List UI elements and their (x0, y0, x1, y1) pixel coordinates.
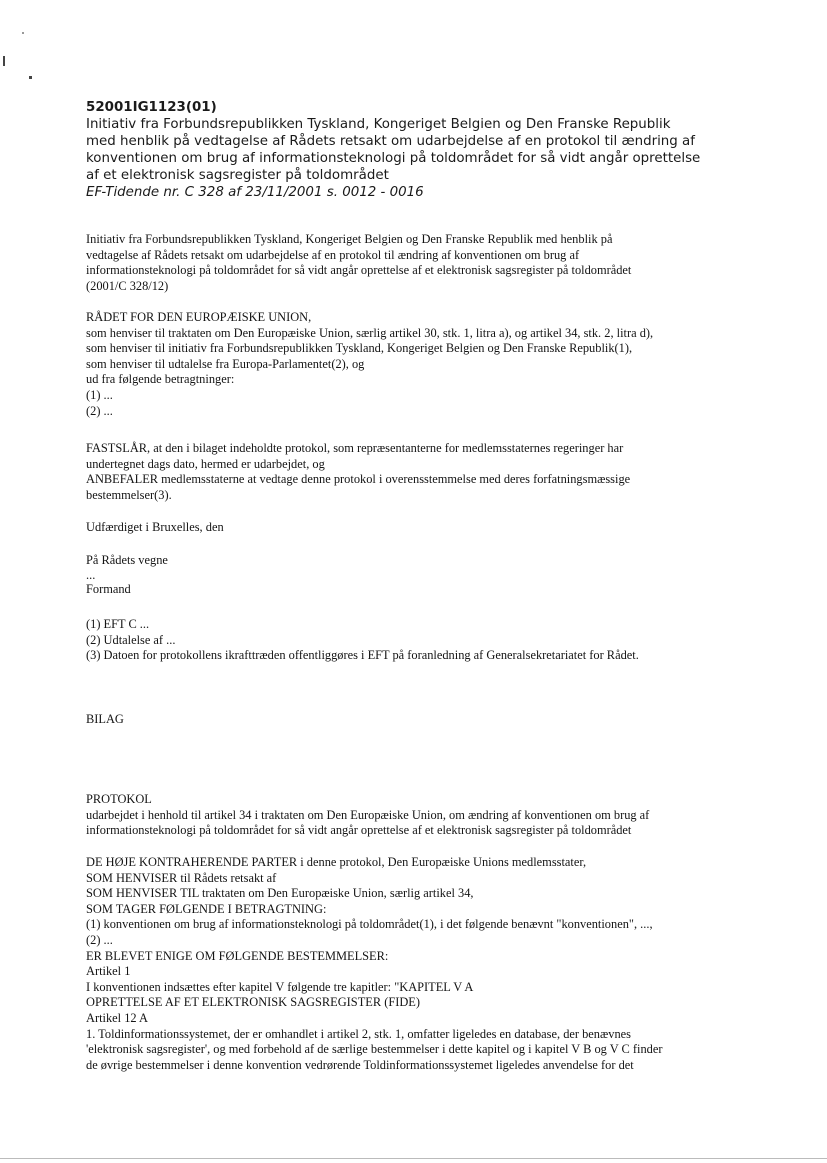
protocol-line: I konventionen indsættes efter kapitel V følgende tre kapitler: "KAPITEL V A (86, 979, 474, 994)
protocol-heading (86, 792, 746, 839)
decision-line: ANBEFALER medlemsstaterne at vedtage denne protokol i overensstemmelse med deres forfatningsmæssige (86, 472, 631, 487)
footnote-line: (1) EFT C ... (86, 617, 150, 631)
document-header (86, 99, 786, 201)
decision-line: bestemmelser(3). (86, 487, 172, 502)
signing-place (86, 520, 746, 536)
intro-line: informationsteknologi på toldområdet for så vidt angår oprettelse af et elektronisk sagsregister på toldområdet (86, 263, 632, 278)
annex-label (86, 712, 746, 728)
annex-label-text: BILAG (86, 712, 124, 726)
signing-role: Formand (86, 581, 131, 596)
protocol-line: 'elektronisk sagsregister', og med forbehold af de særlige bestemmelser i dette kapitel og i kapitel V B og V C finder (86, 1042, 663, 1057)
protocol-line: DE HØJE KONTRAHERENDE PARTER i denne protokol, Den Europæiske Unions medlemsstater, (86, 855, 587, 869)
page-bottom-edge (0, 1158, 827, 1159)
journal-reference: EF-Tidende nr. C 328 af 23/11/2001 s. 0012 - 0016 (86, 185, 424, 200)
protocol-line: Artikel 1 (86, 964, 131, 979)
decision-line: FASTSLÅR, at den i bilaget indeholdte protokol, som repræsentanterne for medlemsstaternes regeringer har (86, 441, 624, 455)
preamble-line: som henviser til traktaten om Den Europæiske Union, særlig artikel 30, stk. 1, litra a), og artikel 34, stk. 2, litra d), (86, 325, 654, 340)
document-code: 52001IG1123(01) (86, 100, 217, 115)
intro-line: Initiativ fra Forbundsrepublikken Tyskland, Kongeriget Belgien og Den Franske Republik med henblik på (86, 232, 613, 246)
decision-paragraph (86, 441, 746, 503)
document-title-line: Initiativ fra Forbundsrepublikken Tyskland, Kongeriget Belgien og Den Franske Republik (86, 117, 671, 132)
protocol-heading-line: PROTOKOL (86, 792, 152, 806)
preamble-line: (2) ... (86, 403, 113, 418)
protocol-line: OPRETTELSE AF ET ELEKTRONISK SAGSREGISTER (FIDE) (86, 995, 420, 1010)
intro-line: vedtagelse af Rådets retsakt om udarbejdelse af en protokol til ændring af konventionen om brug af (86, 247, 580, 262)
protocol-line: ER BLEVET ENIGE OM FØLGENDE BESTEMMELSER: (86, 948, 389, 963)
signing-place-text: Udfærdiget i Bruxelles, den (86, 520, 224, 534)
document-title-line: med henblik på vedtagelse af Rådets retsakt om udarbejdelse af en protokol til ændring af (86, 134, 695, 149)
protocol-body (86, 855, 746, 1073)
protocol-line: de øvrige bestemmelser i denne konvention vedrørende Toldinformationssystemet ligeledes anvendelse for det (86, 1057, 634, 1072)
preamble-line: som henviser til initiativ fra Forbundsrepublikken Tyskland, Kongeriget Belgien og Den Franske Republik(1), (86, 341, 633, 356)
document-title-line: konventionen om brug af informationsteknologi på toldområdet for så vidt angår oprettelse (86, 151, 701, 166)
protocol-line: 1. Toldinformationssystemet, der er omhandlet i artikel 2, stk. 1, omfatter ligeledes en database, der benævnes (86, 1026, 631, 1041)
council-preamble (86, 310, 746, 419)
protocol-line: (2) ... (86, 932, 113, 947)
preamble-line: som henviser til udtalelse fra Europa-Parlamentet(2), og (86, 356, 365, 371)
footnotes (86, 617, 746, 664)
protocol-line: Artikel 12 A (86, 1010, 148, 1025)
protocol-line: SOM TAGER FØLGENDE I BETRAGTNING: (86, 901, 327, 916)
footnote-line: (3) Datoen for protokollens ikrafttræden offentliggøres i EFT på foranledning af Generalsekretariatet for Rådet. (86, 648, 639, 663)
signing-ellipsis: ... (86, 567, 96, 582)
decision-line: undertegnet dags dato, hermed er udarbejdet, og (86, 456, 325, 471)
protocol-line: (1) konventionen om brug af informationsteknologi på toldområdet(1), i det følgende benævnt "konventionen", ..., (86, 917, 653, 932)
protocol-line: SOM HENVISER TIL traktaten om Den Europæiske Union, særlig artikel 34, (86, 886, 474, 901)
preamble-line: ud fra følgende betragtninger: (86, 372, 235, 387)
preamble-line: RÅDET FOR DEN EUROPÆISKE UNION, (86, 310, 312, 324)
protocol-heading-line: udarbejdet i henhold til artikel 34 i traktaten om Den Europæiske Union, om ændring af konventionen om brug af (86, 807, 650, 822)
protocol-line: SOM HENVISER til Rådets retsakt af (86, 870, 277, 885)
intro-paragraph (86, 232, 746, 294)
scan-speck (3, 56, 5, 66)
protocol-heading-line: informationsteknologi på toldområdet for så vidt angår oprettelse af et elektronisk sagsregister på toldområdet (86, 823, 632, 838)
scan-speck (29, 76, 32, 79)
intro-line: (2001/C 328/12) (86, 278, 169, 293)
footnote-line: (2) Udtalelse af ... (86, 632, 176, 647)
signing-behalf: På Rådets vegne (86, 553, 168, 567)
signing-block (86, 553, 746, 597)
document-title-line: af et elektronisk sagsregister på toldområdet (86, 168, 389, 183)
preamble-line: (1) ... (86, 387, 113, 402)
scan-speck (22, 32, 24, 34)
